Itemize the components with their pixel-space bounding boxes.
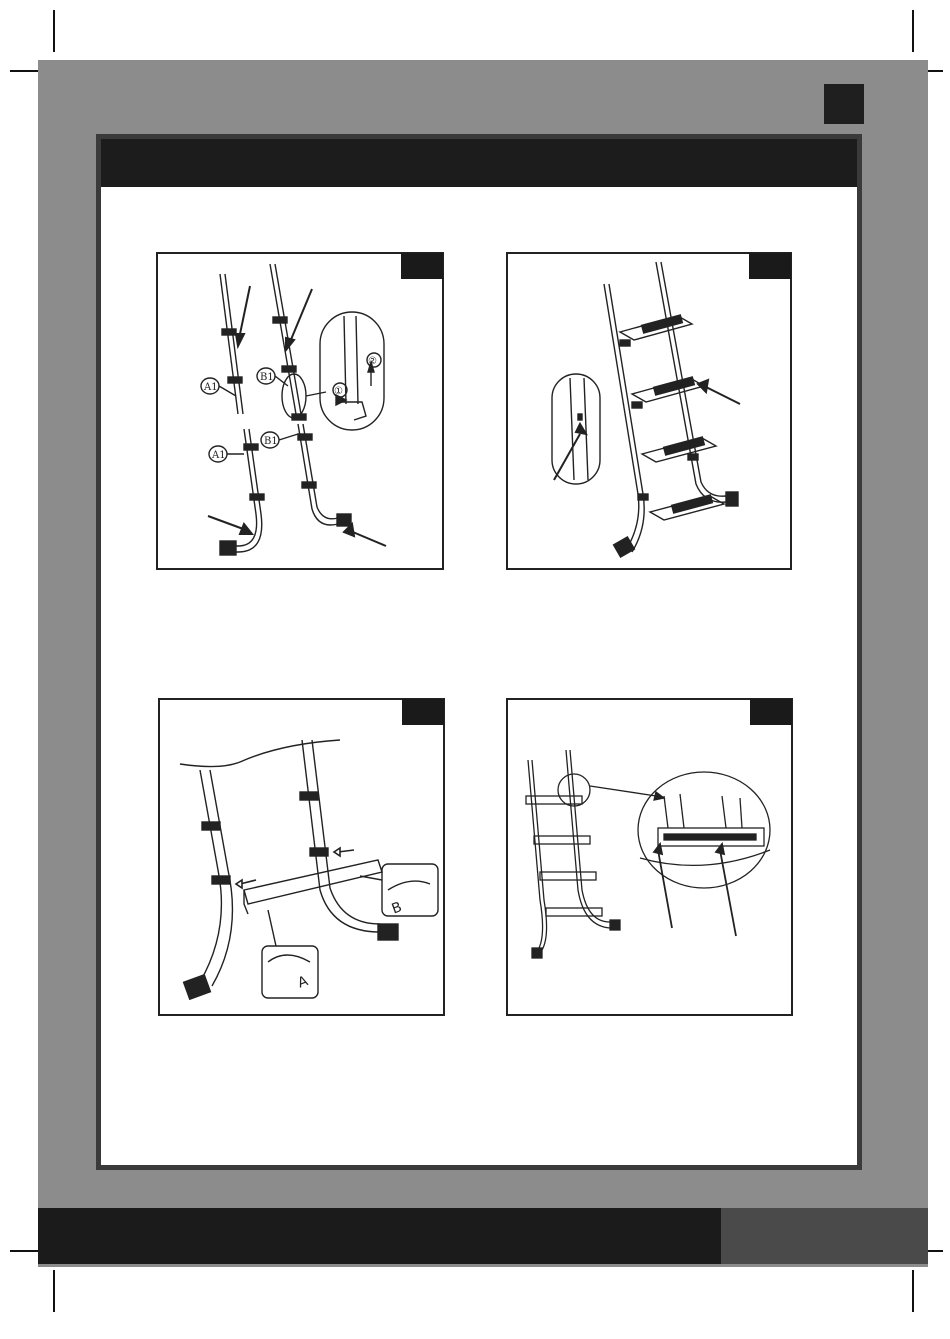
footer-bar bbox=[38, 1208, 721, 1264]
label-a1-top: A1 bbox=[204, 382, 218, 393]
arrows bbox=[554, 380, 740, 480]
crop-mark bbox=[10, 70, 38, 72]
label-step-two: ② bbox=[368, 356, 377, 367]
right-lower-tube bbox=[298, 424, 351, 526]
ladder-with-steps-drawing bbox=[508, 254, 794, 572]
figure-step-attachment bbox=[158, 698, 445, 1016]
label-a1-bottom: A1 bbox=[212, 450, 226, 461]
crop-mark bbox=[53, 1270, 55, 1312]
label-b: B bbox=[389, 899, 405, 918]
detail-callout bbox=[552, 374, 600, 484]
left-lower-tube bbox=[220, 429, 264, 555]
label-a: A bbox=[295, 973, 311, 992]
label-b1-top: B1 bbox=[260, 372, 274, 383]
step-treads bbox=[620, 315, 724, 520]
label-step-one: ① bbox=[334, 386, 343, 397]
step-attachment-drawing bbox=[160, 700, 447, 1018]
completed-ladder-drawing bbox=[508, 700, 795, 1018]
figure-rail-assembly bbox=[156, 252, 444, 570]
arrows bbox=[654, 844, 736, 936]
crop-mark bbox=[53, 10, 55, 52]
rail-assembly-drawing bbox=[158, 254, 446, 572]
figure-completed-ladder bbox=[506, 698, 793, 1016]
page-number-tab bbox=[824, 84, 864, 124]
detail-b-callout bbox=[382, 864, 438, 916]
footer-tab bbox=[721, 1208, 928, 1264]
section-header-bar bbox=[101, 139, 857, 187]
crop-mark bbox=[10, 1250, 38, 1252]
detail-a-callout bbox=[262, 946, 318, 998]
small-arrows bbox=[236, 848, 354, 888]
crop-mark bbox=[912, 10, 914, 52]
label-b1-bottom: B1 bbox=[264, 436, 278, 447]
figure-ladder-with-steps bbox=[506, 252, 792, 570]
crop-mark bbox=[912, 1270, 914, 1312]
